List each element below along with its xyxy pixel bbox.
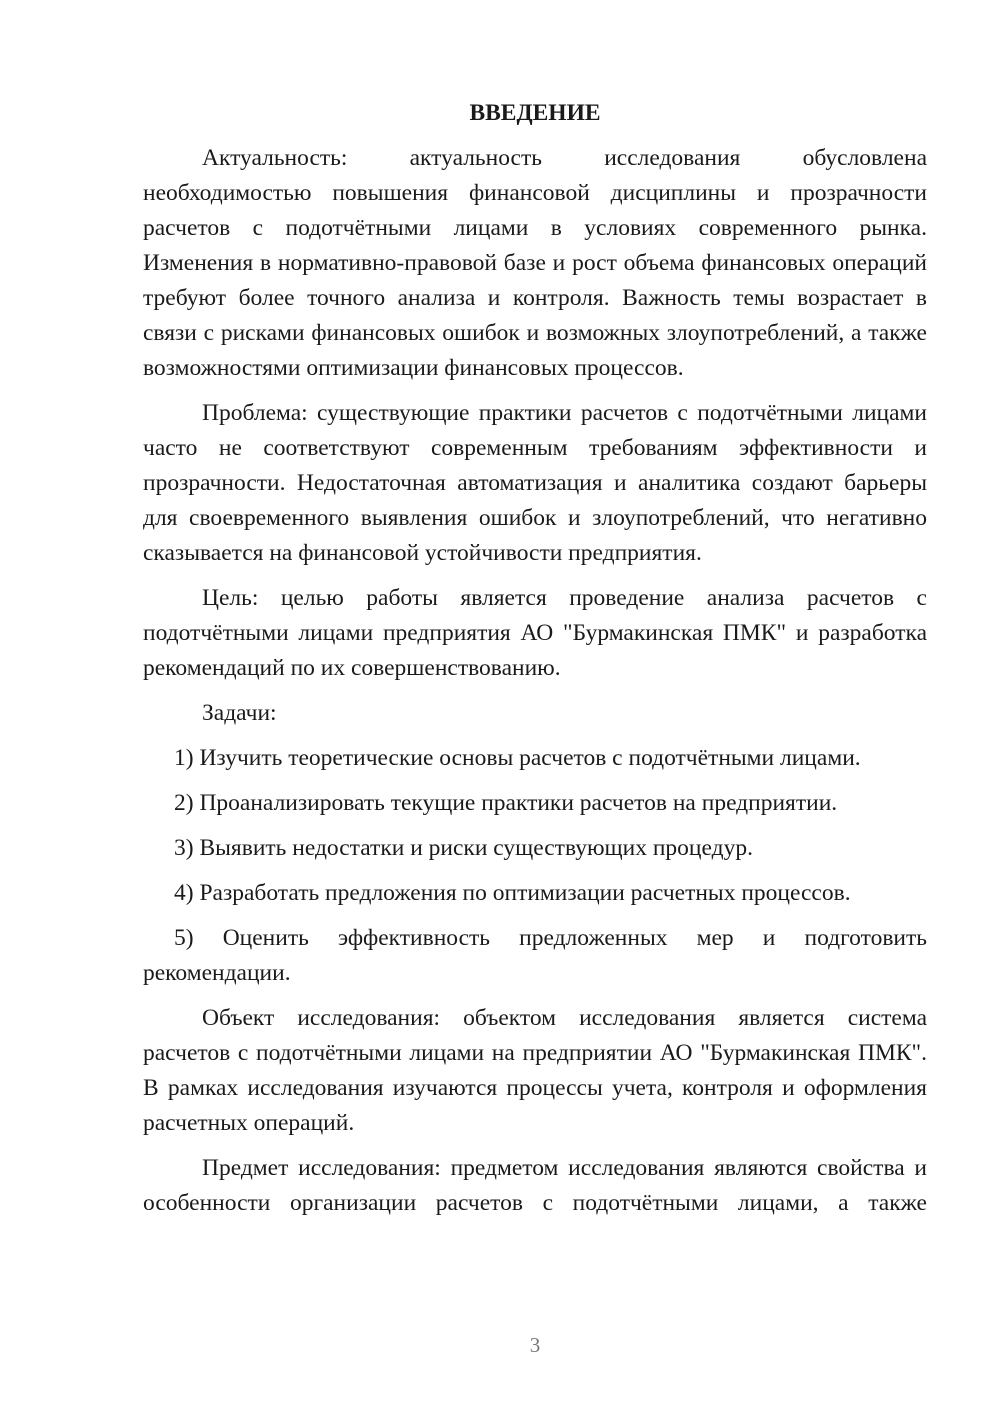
problem-paragraph: Проблема: существующие практики расчетов с подотчётными лицами часто не соответствуют современным требованиям эффективности и прозрачности. Недостаточная автоматизация и аналитика создают барьеры для своевременного выявления ошибок и злоупотреблений, что негативно сказывается на финансовой устойчивости предприятия.: [143, 400, 927, 566]
section-title: ВВЕДЕНИЕ: [469, 100, 601, 126]
task-item-3: 3) Выявить недостатки и риски существующих процедур.: [174, 835, 753, 861]
goal-paragraph: Цель: целью работы является проведение анализа расчетов с подотчётными лицами предприятия АО "Бурмакинская ПМК" и разработка рекомендаций по их совершенствованию.: [143, 585, 927, 681]
page-number: 3: [529, 1333, 541, 1357]
task-item-2: 2) Проанализировать текущие практики расчетов на предприятии.: [174, 790, 838, 816]
task-item-5: 5) Оценить эффективность предложенных мер и подготовить рекомендации.: [143, 925, 927, 986]
subject-paragraph: Предмет исследования: предметом исследования являются свойства и особенности организации расчетов с подотчётными лицами, а также: [143, 1155, 927, 1216]
tasks-heading: Задачи:: [202, 700, 277, 726]
object-paragraph: Объект исследования: объектом исследования является система расчетов с подотчётными лицами на предприятии АО "Бурмакинская ПМК". В рамках исследования изучаются процессы учета, контроля и оформления расчетных операций.: [143, 1005, 927, 1136]
task-item-1: 1) Изучить теоретические основы расчетов с подотчётными лицами.: [174, 745, 861, 771]
task-item-4: 4) Разработать предложения по оптимизации расчетных процессов.: [174, 880, 851, 906]
relevance-paragraph: Актуальность: актуальность исследования обусловлена необходимостью повышения финансовой дисциплины и прозрачности расчетов с подотчётными лицами в условиях современного рынка. Изменения в нормативно-правовой базе и рост объема финансовых операций требуют более точного анализа и контроля. Важность темы возрастает в связи с рисками финансовых ошибок и возможных злоупотреблений, а также возможностями оптимизации финансовых процессов.: [143, 145, 927, 381]
document-body: [143, 96, 927, 1231]
